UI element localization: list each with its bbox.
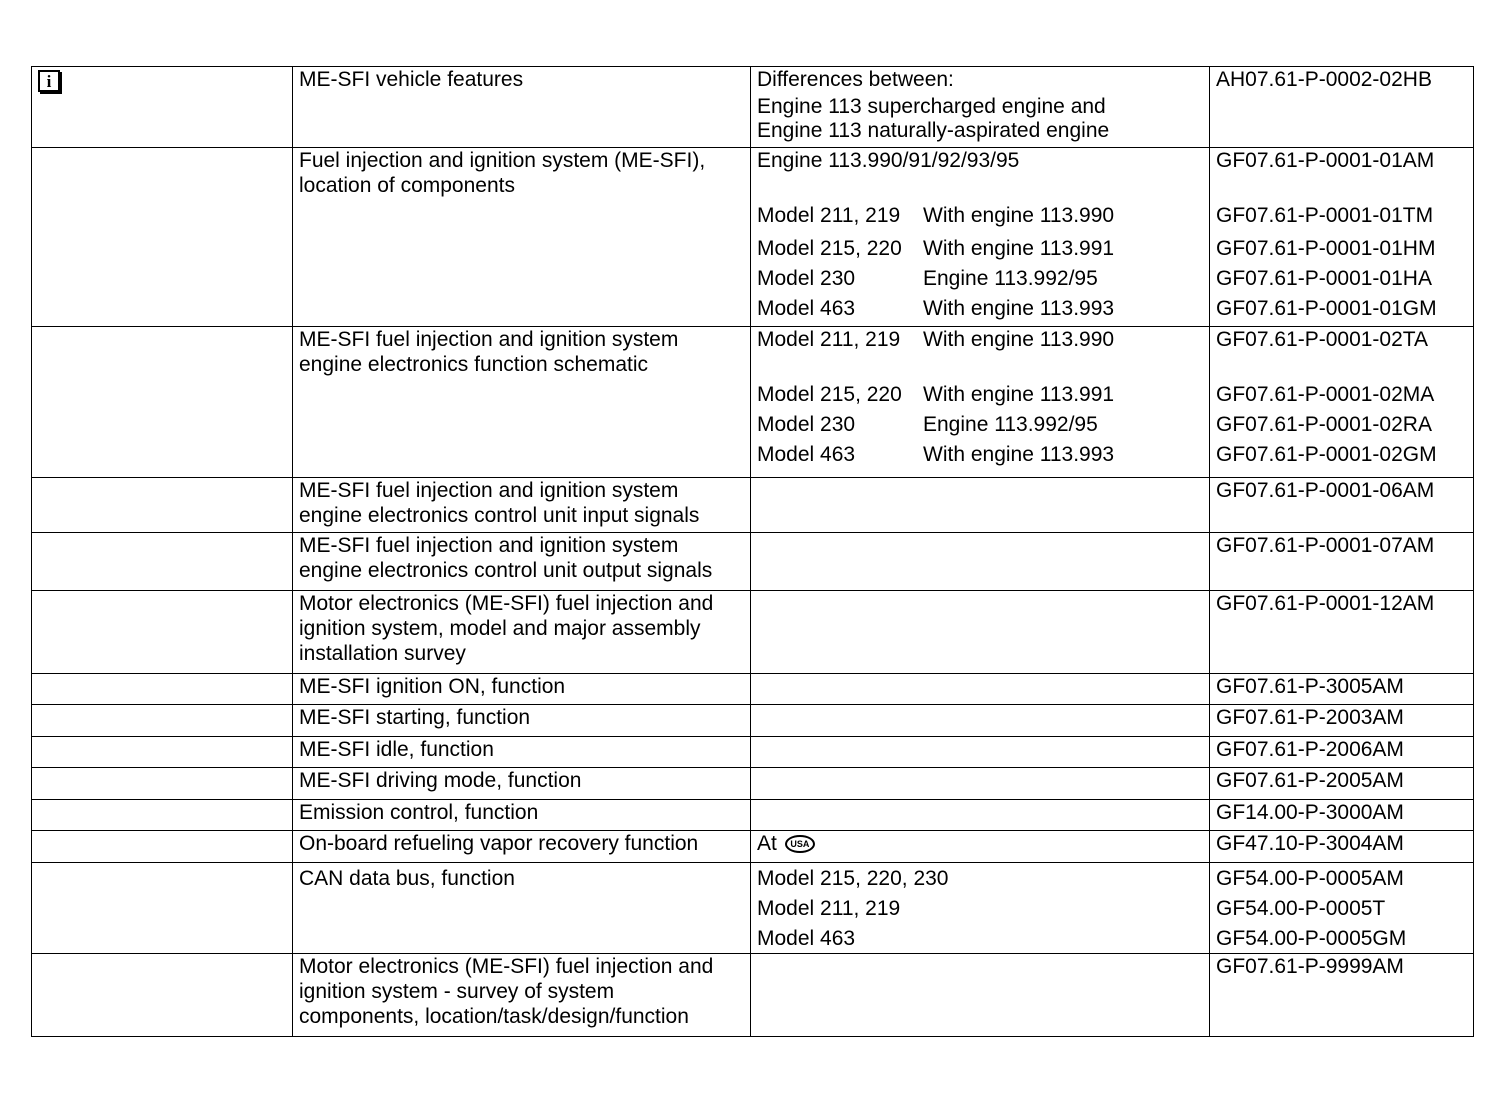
ref-cell <box>1210 591 1474 674</box>
topic-cell <box>293 737 751 768</box>
model-name: Model 211, 219 <box>757 204 901 227</box>
document-ref[interactable]: GF07.61-P-3005AM <box>1216 675 1404 698</box>
document-ref[interactable]: GF07.61-P-0001-01HA <box>1216 267 1432 290</box>
details-text: Model 211, 219 <box>757 897 901 920</box>
details-cell <box>751 591 1210 674</box>
model-line <box>757 412 1203 437</box>
topic-text: ME-SFI driving mode, function <box>299 769 582 792</box>
topic-text: Emission control, function <box>299 801 539 824</box>
engine-name: With engine 113.991 <box>923 383 1115 406</box>
icon-cell <box>32 705 293 737</box>
ref-cell <box>1210 67 1474 148</box>
ref-cell <box>1210 863 1474 954</box>
icon-cell <box>32 800 293 831</box>
topic-cell <box>293 674 751 705</box>
topic-cell <box>293 863 751 954</box>
document-ref[interactable]: GF07.61-P-0001-01HM <box>1216 237 1436 260</box>
ref-cell <box>1210 800 1474 831</box>
ref-cell <box>1210 674 1474 705</box>
model-line <box>757 382 1203 407</box>
document-ref[interactable]: AH07.61-P-0002-02HB <box>1216 68 1432 91</box>
document-ref[interactable]: GF07.61-P-0001-02GM <box>1216 443 1437 466</box>
icon-cell <box>32 954 293 1037</box>
details-text: Model 463 <box>757 927 856 950</box>
icon-cell <box>32 478 293 533</box>
document-ref[interactable]: GF07.61-P-2006AM <box>1216 738 1404 761</box>
icon-cell <box>32 768 293 800</box>
ref-cell <box>1210 954 1474 1037</box>
details-text: Differences between: <box>757 68 954 91</box>
document-ref[interactable]: GF07.61-P-0001-06AM <box>1216 479 1435 502</box>
info-icon[interactable]: i <box>38 70 60 92</box>
topic-text: CAN data bus, function <box>299 867 515 890</box>
topic-cell <box>293 768 751 800</box>
details-cell <box>751 831 1210 863</box>
engine-name: With engine 113.991 <box>923 237 1115 260</box>
details-cell <box>751 768 1210 800</box>
table-row <box>32 533 1474 591</box>
document-ref[interactable]: GF07.61-P-0001-02RA <box>1216 413 1432 436</box>
details-text <box>757 831 1203 856</box>
ref-cell <box>1210 831 1474 863</box>
table-row <box>32 705 1474 737</box>
document-ref[interactable]: GF07.61-P-2003AM <box>1216 706 1404 729</box>
topic-text: Fuel injection and ignition system (ME-SFI), <box>299 149 706 172</box>
table-row <box>32 327 1474 478</box>
details-cell <box>751 737 1210 768</box>
engine-name: With engine 113.993 <box>923 443 1115 466</box>
table-row <box>32 674 1474 705</box>
topic-text: Motor electronics (ME-SFI) fuel injection and <box>299 955 714 978</box>
document-ref[interactable]: GF07.61-P-0001-01TM <box>1216 204 1434 227</box>
reference-table <box>31 66 1474 1037</box>
topic-cell <box>293 954 751 1037</box>
model-line <box>757 327 1203 352</box>
model-name: Model 463 <box>757 443 856 466</box>
topic-text: ME-SFI idle, function <box>299 738 494 761</box>
table-row <box>32 863 1474 954</box>
topic-text: ignition system, model and major assembly <box>299 617 701 640</box>
topic-text: installation survey <box>299 642 466 665</box>
topic-text: ME-SFI fuel injection and ignition system <box>299 479 679 502</box>
model-name: Model 211, 219 <box>757 328 901 351</box>
details-text: Engine 113 supercharged engine and <box>757 95 1106 118</box>
topic-text: ME-SFI ignition ON, function <box>299 675 566 698</box>
model-line <box>757 266 1203 291</box>
document-ref[interactable]: GF47.10-P-3004AM <box>1216 832 1404 855</box>
document-ref[interactable]: GF07.61-P-0001-02TA <box>1216 328 1429 351</box>
icon-cell <box>32 591 293 674</box>
topic-cell <box>293 831 751 863</box>
document-ref[interactable]: GF54.00-P-0005AM <box>1216 867 1404 890</box>
table-row <box>32 954 1474 1037</box>
table-row <box>32 737 1474 768</box>
document-ref[interactable]: GF54.00-P-0005GM <box>1216 927 1407 950</box>
details-text: Engine 113.990/91/92/93/95 <box>757 149 1020 172</box>
topic-cell <box>293 327 751 478</box>
topic-cell <box>293 705 751 737</box>
model-name: Model 230 <box>757 267 856 290</box>
topic-text: Motor electronics (ME-SFI) fuel injection and <box>299 592 714 615</box>
engine-name: With engine 113.990 <box>923 328 1115 351</box>
icon-cell <box>32 737 293 768</box>
details-cell <box>751 674 1210 705</box>
details-text: Engine 113 naturally-aspirated engine <box>757 119 1110 142</box>
document-ref[interactable]: GF07.61-P-9999AM <box>1216 955 1404 978</box>
ref-cell <box>1210 327 1474 478</box>
icon-cell <box>32 863 293 954</box>
topic-text: ME-SFI fuel injection and ignition system <box>299 328 679 351</box>
topic-text: components, location/task/design/function <box>299 1005 689 1028</box>
details-text: At <box>757 832 777 855</box>
table-row <box>32 831 1474 863</box>
details-cell <box>751 954 1210 1037</box>
model-name: Model 463 <box>757 297 856 320</box>
topic-text: engine electronics control unit input signals <box>299 504 700 527</box>
topic-text: ME-SFI vehicle features <box>299 68 524 91</box>
table-row <box>32 148 1474 327</box>
details-cell <box>751 478 1210 533</box>
topic-cell <box>293 67 751 148</box>
table-row <box>32 800 1474 831</box>
table-row <box>32 67 1474 148</box>
ref-cell <box>1210 737 1474 768</box>
document-ref[interactable]: GF07.61-P-0001-01AM <box>1216 149 1435 172</box>
topic-cell <box>293 800 751 831</box>
topic-text: ME-SFI starting, function <box>299 706 531 729</box>
topic-cell <box>293 478 751 533</box>
engine-name: With engine 113.990 <box>923 204 1115 227</box>
topic-cell <box>293 148 751 327</box>
ref-cell <box>1210 478 1474 533</box>
model-line <box>757 442 1203 467</box>
icon-cell <box>32 148 293 327</box>
document-ref[interactable]: GF07.61-P-0001-12AM <box>1216 592 1435 615</box>
model-name: Model 215, 220 <box>757 237 902 260</box>
ref-cell <box>1210 533 1474 591</box>
topic-cell <box>293 533 751 591</box>
table-row <box>32 478 1474 533</box>
icon-cell <box>32 533 293 591</box>
document-ref[interactable]: GF07.61-P-0001-01GM <box>1216 297 1437 320</box>
ref-cell <box>1210 768 1474 800</box>
document-ref[interactable]: GF54.00-P-0005T <box>1216 897 1386 920</box>
document-ref[interactable]: GF14.00-P-3000AM <box>1216 801 1404 824</box>
model-name: Model 230 <box>757 413 856 436</box>
table-row <box>32 591 1474 674</box>
engine-name: Engine 113.992/95 <box>923 413 1098 436</box>
details-cell <box>751 705 1210 737</box>
details-cell <box>751 800 1210 831</box>
document-ref[interactable]: GF07.61-P-0001-02MA <box>1216 383 1435 406</box>
document-ref[interactable]: GF07.61-P-0001-07AM <box>1216 534 1435 557</box>
ref-cell <box>1210 148 1474 327</box>
details-cell <box>751 148 1210 327</box>
topic-cell <box>293 591 751 674</box>
details-cell <box>751 533 1210 591</box>
model-line <box>757 203 1203 228</box>
engine-name: Engine 113.992/95 <box>923 267 1098 290</box>
icon-cell <box>32 674 293 705</box>
model-line <box>757 296 1203 321</box>
topic-text: location of components <box>299 174 515 197</box>
topic-text: ME-SFI fuel injection and ignition system <box>299 534 679 557</box>
engine-name: With engine 113.993 <box>923 297 1115 320</box>
details-text: Model 215, 220, 230 <box>757 867 949 890</box>
details-cell <box>751 67 1210 148</box>
details-cell <box>751 327 1210 478</box>
model-line <box>757 236 1203 261</box>
topic-text: On-board refueling vapor recovery function <box>299 832 699 855</box>
icon-cell <box>32 67 293 148</box>
topic-text: engine electronics function schematic <box>299 353 649 376</box>
usa-badge-icon: USA <box>785 835 815 853</box>
document-ref[interactable]: GF07.61-P-2005AM <box>1216 769 1404 792</box>
details-cell <box>751 863 1210 954</box>
topic-text: ignition system - survey of system <box>299 980 615 1003</box>
topic-text: engine electronics control unit output signals <box>299 559 713 582</box>
table-row <box>32 768 1474 800</box>
ref-cell <box>1210 705 1474 737</box>
icon-cell <box>32 327 293 478</box>
icon-cell <box>32 831 293 863</box>
model-name: Model 215, 220 <box>757 383 902 406</box>
